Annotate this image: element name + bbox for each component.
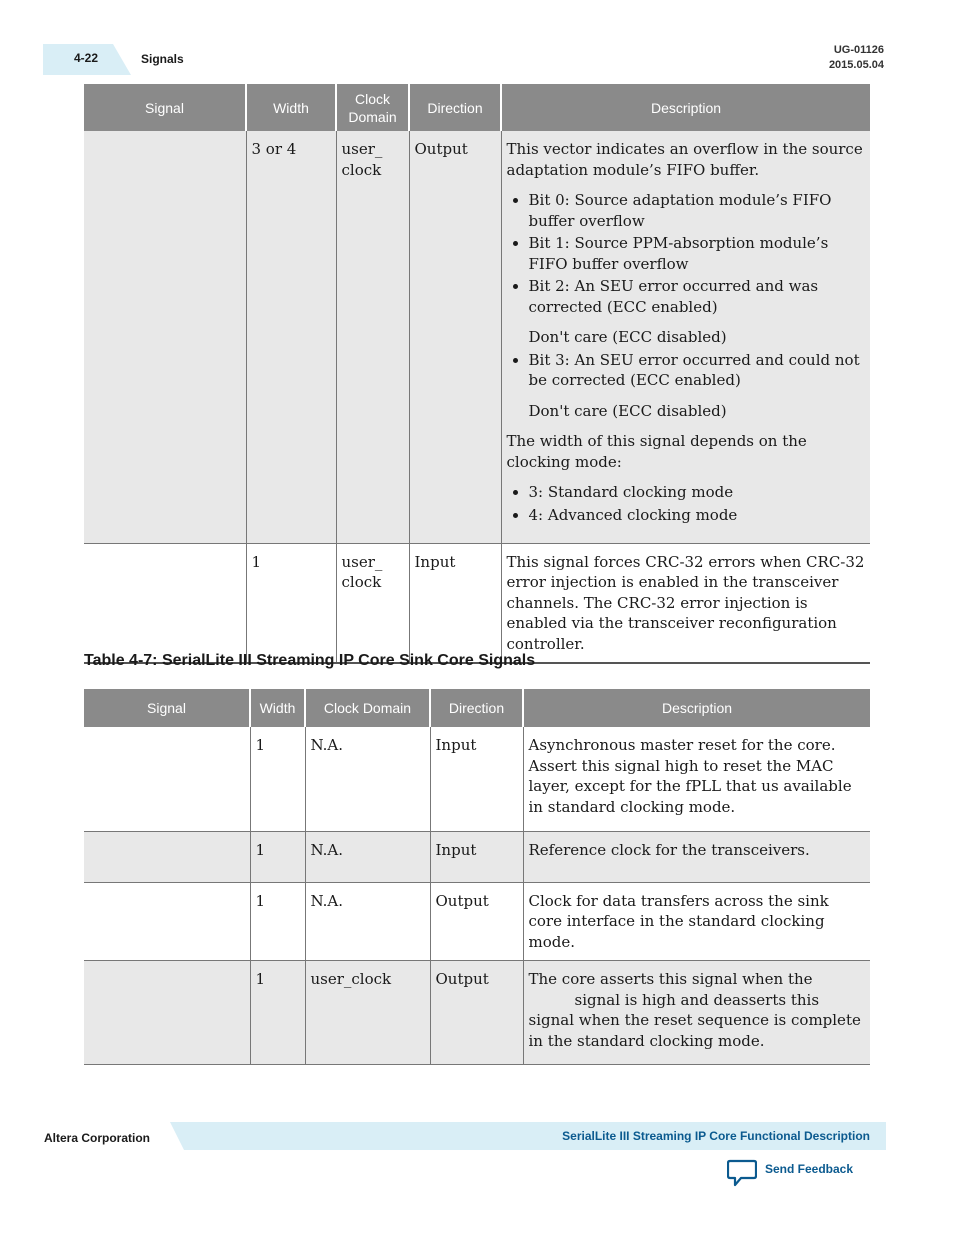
page-number: 4-22 (74, 51, 99, 65)
col-header-signal: Signal (84, 689, 250, 727)
list-item: • Bit 2: An SEU error occurred and was corrected (ECC enabled) Don't care (ECC disabled) (529, 276, 866, 348)
col-header-width: Width (246, 84, 336, 131)
col-header-direction: Direction (409, 84, 501, 131)
table-row (84, 882, 870, 961)
col-header-direction: Direction (430, 689, 523, 727)
bit-list (507, 190, 866, 421)
table-caption: Table 4-7: SerialLite III Streaming IP Core Sink Core Signals (84, 652, 536, 669)
cell-signal (84, 961, 250, 1065)
doc-date: 2015.05.04 (828, 59, 884, 71)
list-item: • Bit 0: Source adaptation module’s FIFO buffer overflow (529, 190, 866, 231)
speech-bubble-icon[interactable] (727, 1159, 757, 1187)
table-header-row (84, 689, 870, 727)
list-item: • Bit 1: Source PPM-absorption module’s FIFO buffer overflow (529, 233, 866, 274)
doc-id: UG-01126 (833, 44, 884, 56)
doc-id-block (829, 43, 884, 73)
col-header-clock-domain: Clock Domain (305, 689, 430, 727)
list-item: • Bit 3: An SEU error occurred and could not be corrected (ECC enabled) Don't care (ECC disabled) (529, 350, 866, 422)
cell-width: 1 (250, 831, 305, 882)
dont-care-note: Don't care (ECC disabled) (528, 328, 727, 346)
company-name: Altera Corporation (44, 1131, 151, 1145)
table-header-row (84, 84, 870, 131)
section-title: Signals (141, 52, 184, 66)
footer-doc-title: SerialLite III Streaming IP Core Functional Description (562, 1129, 870, 1143)
cell-direction: Output (430, 882, 523, 961)
signals-table-continued (84, 84, 870, 664)
cell-direction: Input (430, 831, 523, 882)
cell-signal (84, 131, 246, 543)
table-row (84, 831, 870, 882)
cell-direction: Input (430, 727, 523, 831)
col-header-signal: Signal (84, 84, 246, 131)
send-feedback-link[interactable]: Send Feedback (765, 1162, 854, 1176)
cell-clock-domain: N.A. (305, 882, 430, 961)
cell-width: 3 or 4 (246, 131, 336, 543)
cell-width: 1 (246, 543, 336, 663)
cell-description: Asynchronous master reset for the core. Assert this signal high to reset the MAC layer, except for the fPLL that us available in standard clocking mode. (523, 727, 870, 831)
cell-signal (84, 543, 246, 663)
sink-core-signals-table (84, 689, 870, 1065)
cell-description (501, 131, 870, 543)
cell-signal (84, 882, 250, 961)
cell-clock-domain: user_ clock (336, 131, 409, 543)
cell-clock-domain: user_ clock (336, 543, 409, 663)
cell-clock-domain: N.A. (305, 727, 430, 831)
description-intro: This vector indicates an overflow in the source adaptation module’s FIFO buffer. (506, 140, 863, 179)
cell-width: 1 (250, 961, 305, 1065)
table-row (84, 131, 870, 543)
description-part-b: signal is high and deasserts this signal when the reset sequence is complete in the standard clocking mode. (528, 990, 861, 1050)
cell-description (523, 961, 870, 1065)
table-row (84, 543, 870, 663)
col-header-description: Description (523, 689, 870, 727)
list-item: • 3: Standard clocking mode (529, 482, 866, 503)
cell-clock-domain: N.A. (305, 831, 430, 882)
cell-description: This signal forces CRC-32 errors when CRC-32 error injection is enabled in the transceiver channels. The CRC-32 error injection is enabled via the transceiver reconfiguration controller. (501, 543, 870, 663)
description-part-a: The core asserts this signal when the (528, 970, 813, 988)
cell-clock-domain: user_clock (305, 961, 430, 1065)
mode-list (507, 482, 866, 525)
list-item: • 4: Advanced clocking mode (529, 505, 866, 526)
cell-direction: Output (409, 131, 501, 543)
col-header-width: Width (250, 689, 305, 727)
cell-signal (84, 831, 250, 882)
dont-care-note: Don't care (ECC disabled) (528, 401, 727, 420)
cell-signal (84, 727, 250, 831)
cell-direction: Input (409, 543, 501, 663)
cell-width: 1 (250, 727, 305, 831)
cell-description: Clock for data transfers across the sink core interface in the standard clocking mode. (523, 882, 870, 961)
col-header-clock-domain: Clock Domain (336, 84, 409, 131)
col-header-description: Description (501, 84, 870, 131)
cell-direction: Output (430, 961, 523, 1065)
table-row (84, 961, 870, 1065)
cell-width: 1 (250, 882, 305, 961)
cell-description: Reference clock for the transceivers. (523, 831, 870, 882)
table-row (84, 727, 870, 831)
width-note: The width of this signal depends on the clocking mode: (506, 432, 807, 471)
